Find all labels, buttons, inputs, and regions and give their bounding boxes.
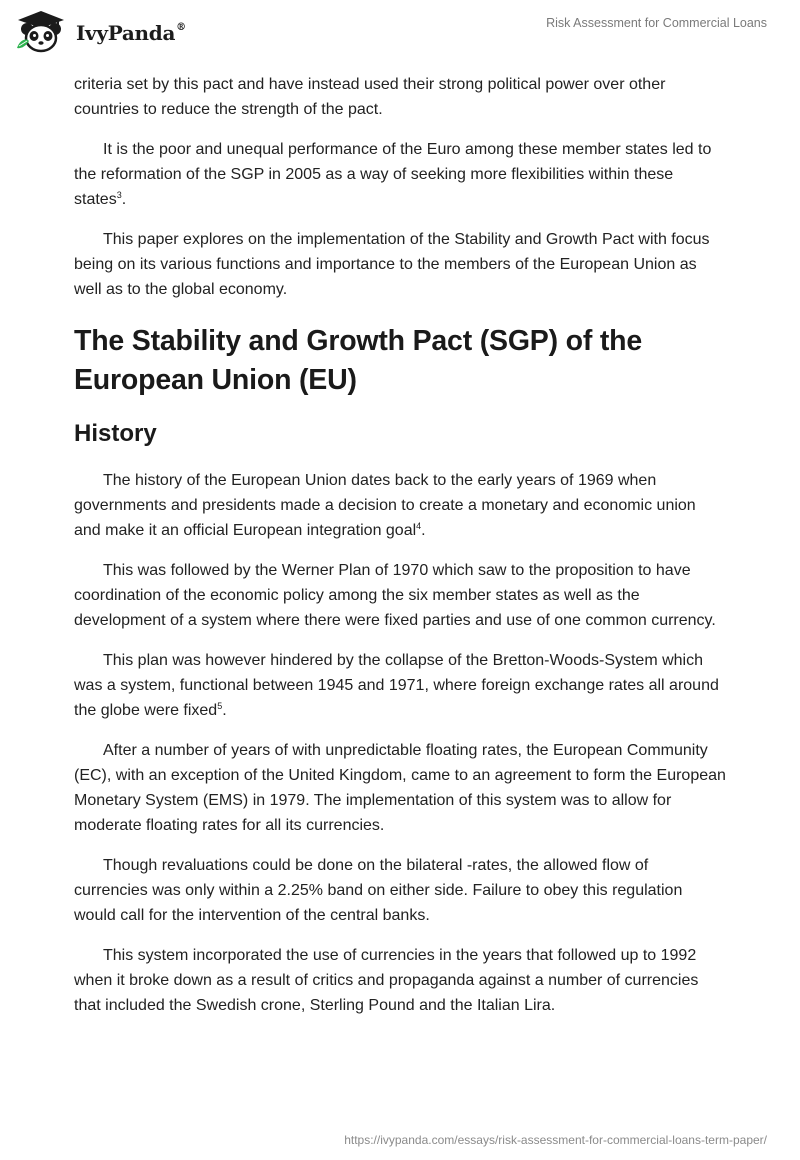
paragraph: Though revaluations could be done on the bilateral -rates, the allowed flow of currencies was only within a 2.25% band on either side. Failure to obey this regulation would call for the intervention of the central banks.: [74, 857, 683, 924]
paragraph: The history of the European Union dates back to the early years of 1969 when governments and presidents made a decision to create a monetary and economic union and make it an official European integration goal$^4$.: [74, 472, 696, 539]
panda-graduate-icon: [14, 8, 68, 54]
section-heading: The Stability and Growth Pact (SGP) of the European Union (EU): [74, 325, 642, 396]
ivypanda-logo[interactable]: [14, 8, 186, 54]
footnote-ref[interactable]: 3: [116, 190, 122, 200]
footnote-ref[interactable]: 4: [416, 521, 422, 531]
footnote-ref[interactable]: 5: [217, 701, 223, 711]
paragraph: It is the poor and unequal performance of the Euro among these member states led to the reformation of the SGP in 2005 as a way of seeking more flexibilities within these states$^3$.: [74, 141, 712, 208]
paragraph: This system incorporated the use of currencies in the years that followed up to 1992 when it broke down as a result of critics and propaganda against a number of currencies that included the Swedish crone, Sterling Pound and the Italian Lira.: [74, 947, 699, 1014]
brand-name: IvyPanda®: [76, 21, 186, 45]
paragraph: criteria set by this pact and have instead used their strong political power over other countries to reduce the strength of the pact.: [74, 76, 666, 118]
document-title: Risk Assessment for Commercial Loans: [546, 16, 767, 30]
subsection-heading: History: [74, 420, 157, 447]
source-url-link[interactable]: https://ivypanda.com/essays/risk-assessment-for-commercial-loans-term-paper/: [344, 1133, 767, 1147]
essay-content: [74, 72, 726, 1033]
paragraph: This was followed by the Werner Plan of 1970 which saw to the proposition to have coordination of the economic policy among the six member states as well as the development of a system where there were fixed parties and use of one common currency.: [74, 562, 716, 629]
paragraph: This paper explores on the implementation of the Stability and Growth Pact with focus being on its various functions and importance to the members of the European Union as well as to the global economy.: [74, 231, 710, 298]
paragraph: After a number of years of with unpredictable floating rates, the European Community (EC), with an exception of the United Kingdom, came to an agreement to form the European Monetary System (EMS) in 1979. The implementation of this system was to allow for moderate floating rates for all its currencies.: [74, 742, 726, 834]
page-header: [0, 0, 800, 64]
paragraph: This plan was however hindered by the collapse of the Bretton-Woods-System which was a system, functional between 1945 and 1971, where foreign exchange rates all around the globe were fixed$^5$.: [74, 652, 719, 719]
